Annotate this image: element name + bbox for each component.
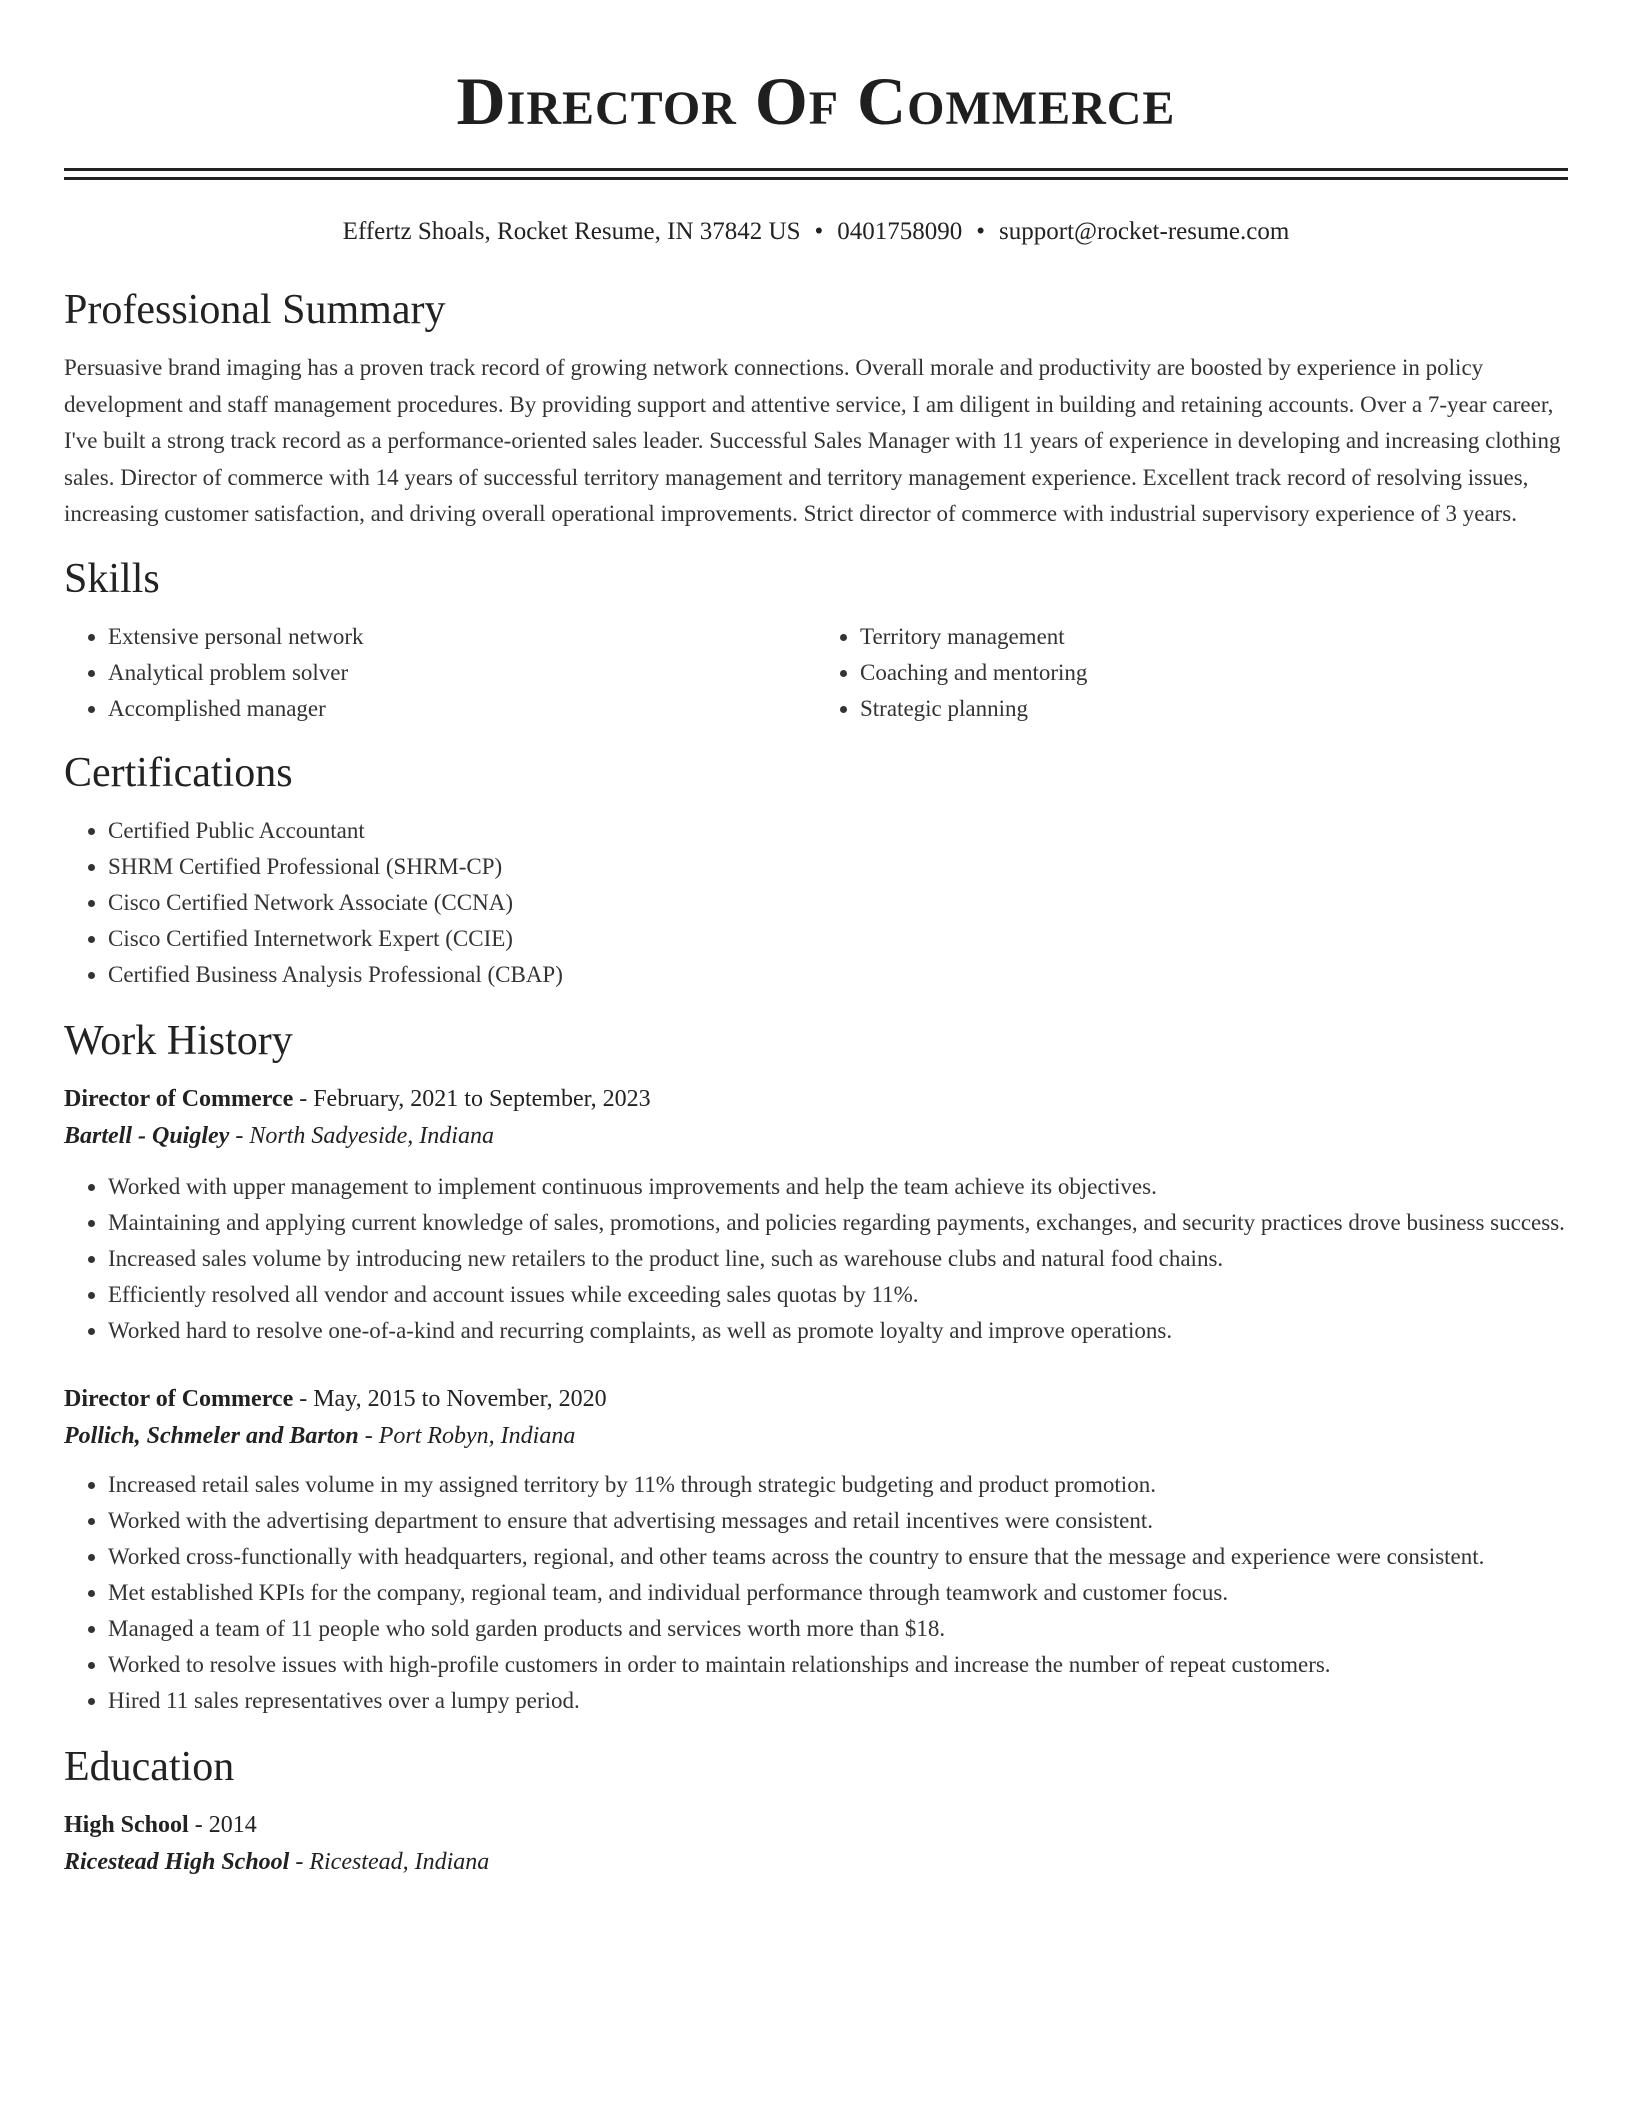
job-bullet: • Increased sales volume by introducing new retailers to the product line, such as warehouse clubs and natural food chains. — [108, 1241, 1568, 1277]
skill-item: • Accomplished manager — [108, 691, 816, 727]
skill-item: • Strategic planning — [860, 691, 1568, 727]
education-heading: Education — [64, 1743, 235, 1790]
job-bullet: • Increased retail sales volume in my assigned territory by 11% through strategic budgeting and product promotion. — [108, 1467, 1568, 1503]
work-history-heading: Work History — [64, 1017, 293, 1064]
education-school: Ricestead High School — [64, 1848, 290, 1875]
job-bullet: • Hired 11 sales representatives over a lumpy period. — [108, 1683, 1568, 1719]
skill-item: • Territory management — [860, 619, 1568, 655]
job-company-line — [64, 1117, 1568, 1155]
education-degree-line — [64, 1807, 1568, 1843]
job-bullet: • Worked with the advertising department to ensure that advertising messages and retail incentives were consistent. — [108, 1503, 1568, 1539]
job-bullets — [64, 1467, 1568, 1719]
summary-heading: Professional Summary — [64, 287, 446, 333]
job-bullet: • Met established KPIs for the company, regional team, and individual performance through teamwork and customer focus. — [108, 1575, 1568, 1611]
contact-separator: • — [976, 218, 986, 245]
skills-list-left — [64, 619, 816, 727]
contact-address: Effertz Shoals, Rocket Resume, IN 37842 US — [342, 218, 801, 245]
certification-item: • Certified Public Accountant — [108, 813, 1568, 849]
skills-list-right — [816, 619, 1568, 727]
certifications-heading: Certifications — [64, 749, 293, 796]
skill-item: • Coaching and mentoring — [860, 655, 1568, 691]
certifications-list — [64, 813, 1568, 993]
education-school-line — [64, 1843, 1568, 1881]
job-company: Pollich, Schmeler and Barton — [64, 1422, 359, 1449]
job-company-line — [64, 1417, 1568, 1455]
job-bullets — [64, 1169, 1568, 1349]
contact-phone: 0401758090 — [837, 218, 963, 245]
job-bullet: • Maintaining and applying current knowledge of sales, promotions, and policies regarding payments, exchanges, and security practices drove business success. — [108, 1205, 1568, 1241]
job-title-line — [64, 1081, 1568, 1117]
skills-heading: Skills — [64, 555, 160, 602]
skill-item: • Analytical problem solver — [108, 655, 816, 691]
job-dates: - May, 2015 to November, 2020 — [293, 1385, 607, 1412]
job-entry — [64, 1081, 1568, 1349]
job-title: Director of Commerce — [64, 1085, 294, 1112]
title-divider-bottom — [64, 177, 1568, 180]
job-bullet: • Worked hard to resolve one-of-a-kind and recurring complaints, as well as promote loyalty and improve operations. — [108, 1313, 1568, 1349]
job-title-line — [64, 1381, 1568, 1417]
skill-item: • Extensive personal network — [108, 619, 816, 655]
education-entry — [64, 1807, 1568, 1881]
job-bullet: • Worked to resolve issues with high-profile customers in order to maintain relationships and increase the number of repeat customers. — [108, 1647, 1568, 1683]
job-dates: - February, 2021 to September, 2023 — [293, 1085, 651, 1112]
skills-grid — [64, 619, 1568, 727]
job-bullet: • Worked with upper management to implement continuous improvements and help the team achieve its objectives. — [108, 1169, 1568, 1205]
certification-item: • SHRM Certified Professional (SHRM-CP) — [108, 849, 1568, 885]
job-title: Director of Commerce — [64, 1385, 294, 1412]
summary-text: Persuasive brand imaging has a proven track record of growing network connections. Overall morale and productivity are boosted by experience in policy development and staff management procedures. By providing support and attentive service, I am diligent in building and retaining accounts. Over a 7-year career, I've built a strong track record as a performance-oriented sales leader. Successful Sales Manager with 11 years of experience in developing and increasing clothing sales. Director of commerce with 14 years of successful territory management and territory management experience. Excellent track record of resolving issues, increasing customer satisfaction, and driving overall operational improvements. Strict director of commerce with industrial supervisory experience of 3 years. — [64, 355, 1561, 526]
job-bullet: • Efficiently resolved all vendor and account issues while exceeding sales quotas by 11%. — [108, 1277, 1568, 1313]
certification-item: • Cisco Certified Internetwork Expert (CCIE) — [108, 921, 1568, 957]
job-bullet: • Worked cross-functionally with headquarters, regional, and other teams across the country to ensure that the message and experience were consistent. — [108, 1539, 1568, 1575]
job-location: - North Sadyeside, Indiana — [229, 1122, 494, 1149]
resume-title: Director Of Commerce — [456, 63, 1176, 139]
education-degree: High School — [64, 1811, 189, 1838]
contact-email: support@rocket-resume.com — [999, 218, 1290, 245]
job-bullet: • Managed a team of 11 people who sold garden products and services worth more than $18. — [108, 1611, 1568, 1647]
job-company: Bartell - Quigley — [64, 1122, 230, 1149]
title-divider-top — [64, 168, 1568, 171]
contact-line — [64, 216, 1568, 248]
job-entry — [64, 1381, 1568, 1719]
education-location: - Ricestead, Indiana — [289, 1848, 490, 1875]
job-location: - Port Robyn, Indiana — [358, 1422, 576, 1449]
certification-item: • Certified Business Analysis Professional (CBAP) — [108, 957, 1568, 993]
education-year: - 2014 — [188, 1811, 257, 1838]
contact-separator: • — [814, 218, 824, 245]
certification-item: • Cisco Certified Network Associate (CCNA) — [108, 885, 1568, 921]
